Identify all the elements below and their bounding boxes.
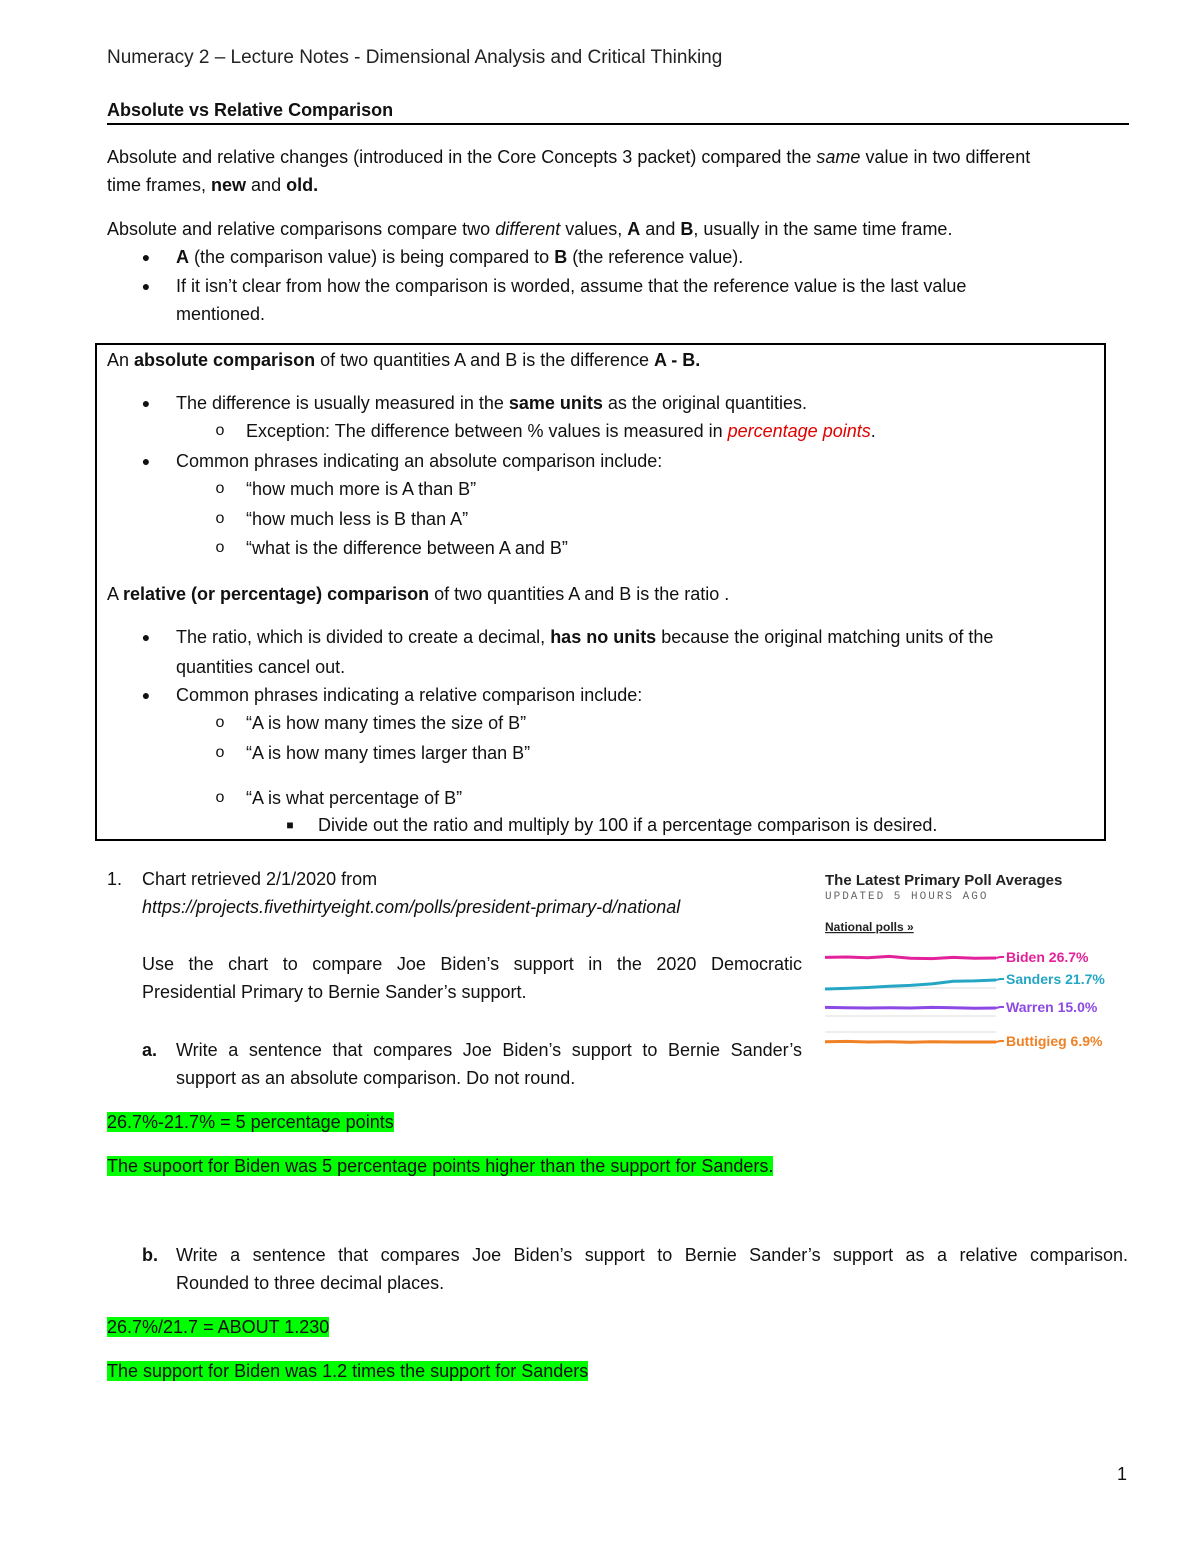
absolute-phrase (212, 475, 1092, 503)
relative-bullet-2 (138, 681, 1098, 709)
section-title: Absolute vs Relative Comparison (107, 100, 394, 120)
text: “A is how many times larger than B” (246, 743, 531, 763)
series-leader-0 (996, 957, 1004, 958)
highlighted-text: The supoort for Biden was 5 percentage points higher than the support for Sanders. (107, 1156, 774, 1176)
text: Divide out the ratio and multiply by 100 if a percentage comparison is desired. (318, 815, 938, 835)
text: . (870, 421, 876, 441)
text: A (107, 584, 124, 604)
highlighted-text: The support for Biden was 1.2 times the support for Sanders (107, 1361, 589, 1381)
answer-b-calculation (107, 1313, 329, 1341)
bold-same-units: same units (508, 393, 603, 413)
text: mentioned. (176, 304, 266, 324)
series-line-2 (825, 1007, 996, 1008)
absolute-phrase (212, 534, 1092, 562)
answer-a-sentence (107, 1152, 773, 1180)
text: The difference is usually measured in the (176, 393, 509, 413)
text: “how much less is B than A” (246, 509, 469, 529)
emphasis-different: different (495, 219, 561, 239)
text: (the reference value). (567, 247, 744, 267)
bold-b: B (680, 219, 694, 239)
text: values, (560, 219, 628, 239)
text: time frames, (107, 175, 212, 195)
part-b-label: b. (142, 1245, 158, 1265)
bold-old: old (286, 175, 314, 195)
absolute-bullet-1 (138, 389, 1098, 417)
bold-new: new (211, 175, 247, 195)
bullet-icon: ● (141, 278, 151, 294)
series-leader-3 (996, 1041, 1004, 1042)
text: as the original quantities. (602, 393, 808, 413)
bold-absolute-comparison: absolute comparison (134, 350, 316, 370)
absolute-definition (107, 346, 700, 374)
chart-title: The Latest Primary Poll Averages (825, 872, 1063, 889)
question-prompt-line-2: Presidential Primary to Bernie Sander’s support. (142, 982, 527, 1002)
text: because the original matching units of the (656, 627, 994, 647)
text: Write a sentence that compares Joe Biden’s support to Bernie Sander’s support as a relative comparison. (176, 1245, 1128, 1265)
relative-phrase (212, 784, 1092, 812)
circle-bullet-icon: o (215, 744, 225, 761)
intro-bullet-2 (138, 272, 1128, 328)
text: “what is the difference between A and B” (246, 538, 568, 558)
relative-phrase (212, 709, 1092, 737)
intro-paragraph-1 (107, 143, 1127, 199)
circle-bullet-icon: o (215, 789, 225, 806)
part-a-prompt (176, 1036, 802, 1092)
red-percentage-points: percentage points (727, 421, 871, 441)
page-number: 1 (1117, 1464, 1128, 1484)
text: value in two different (860, 147, 1031, 167)
text: Rounded to three decimal places. (176, 1273, 445, 1293)
bold-formula: A - B. (653, 350, 701, 370)
absolute-bullet-2 (138, 447, 1098, 475)
absolute-sub-exception (212, 417, 1092, 445)
chart-subtitle: UPDATED 5 HOURS AGO (825, 891, 989, 903)
intro-paragraph-2 (107, 215, 1127, 243)
bold-relative-comparison: relative (or percentage) comparison (123, 584, 430, 604)
absolute-phrase (212, 505, 1092, 533)
relative-phrase (212, 739, 1092, 767)
bold-a: A (627, 219, 641, 239)
highlighted-text: 26.7%/21.7 = ABOUT 1.230 (107, 1317, 330, 1337)
intro-bullet-1 (138, 243, 1128, 271)
text: Common phrases indicating an absolute comparison include: (176, 451, 663, 471)
series-line-3 (825, 1041, 996, 1042)
text: and (640, 219, 681, 239)
text: The ratio, which is divided to create a decimal, (176, 627, 551, 647)
bold-b: B (554, 247, 568, 267)
text: An (107, 350, 135, 370)
square-bullet-icon: ■ (286, 818, 294, 832)
text: , usually in the same time frame. (693, 219, 953, 239)
part-b-prompt (176, 1241, 1128, 1297)
text: quantities cancel out. (176, 657, 346, 677)
title-rule (107, 123, 1129, 125)
text: Absolute and relative changes (introduced in the Core Concepts 3 packet) compared the (107, 147, 817, 167)
circle-bullet-icon: o (215, 510, 225, 527)
text: Write a sentence that compares Joe Biden’s support to Bernie Sander’s (176, 1040, 802, 1060)
text: of two quantities A and B is the difference (315, 350, 654, 370)
poll-averages-chart (820, 866, 1130, 1062)
highlighted-text: 26.7%-21.7% = 5 percentage points (107, 1112, 394, 1132)
bullet-icon: ● (141, 629, 151, 645)
question-number: 1. (107, 869, 123, 889)
bold-a: A (176, 247, 189, 267)
series-leader-2 (996, 1007, 1004, 1008)
series-label-0: Biden 26.7% (1006, 949, 1089, 965)
source-url[interactable]: https://projects.fivethirtyeight.com/polls/president-primary-d/national (142, 897, 681, 917)
text: (the comparison value) is being compared to (189, 247, 555, 267)
text: of two quantities A and B is the ratio . (429, 584, 730, 604)
relative-subsub (284, 811, 1094, 839)
series-leader-1 (996, 979, 1004, 980)
series-line-0 (825, 956, 996, 958)
national-polls-link[interactable]: National polls » (825, 920, 914, 934)
text: “A is what percentage of B” (246, 788, 463, 808)
text: and (246, 175, 287, 195)
text: “how much more is A than B” (246, 479, 477, 499)
text: . (313, 175, 319, 195)
text: support as an absolute comparison. Do not round. (176, 1068, 576, 1088)
question-prompt-line-1: Use the chart to compare Joe Biden’s support in the 2020 Democratic (142, 954, 802, 974)
answer-a-calculation (107, 1108, 394, 1136)
bold-has-no-units: has no units (550, 627, 657, 647)
circle-bullet-icon: o (215, 422, 225, 439)
relative-definition (107, 580, 729, 608)
circle-bullet-icon: o (215, 539, 225, 556)
series-layer (825, 949, 1105, 1049)
bullet-icon: ● (141, 687, 151, 703)
circle-bullet-icon: o (215, 714, 225, 731)
text: If it isn’t clear from how the comparison is worded, assume that the reference value is the last value (176, 276, 967, 296)
series-label-3: Buttigieg 6.9% (1006, 1033, 1103, 1049)
relative-bullet-1 (138, 623, 1098, 681)
circle-bullet-icon: o (215, 480, 225, 497)
bullet-icon: ● (141, 453, 151, 469)
text: Absolute and relative comparisons compare two (107, 219, 496, 239)
bullet-icon: ● (141, 249, 151, 265)
series-label-2: Warren 15.0% (1006, 999, 1098, 1015)
text: “A is how many times the size of B” (246, 713, 527, 733)
text: Exception: The difference between % values is measured in (246, 421, 728, 441)
answer-b-sentence (107, 1357, 588, 1385)
series-label-1: Sanders 21.7% (1006, 971, 1105, 987)
document-header: Numeracy 2 – Lecture Notes - Dimensional Analysis and Critical Thinking (107, 47, 723, 68)
bullet-icon: ● (141, 395, 151, 411)
chart-retrieved-text: Chart retrieved 2/1/2020 from (142, 869, 378, 889)
emphasis-same: same (816, 147, 861, 167)
part-a-label: a. (142, 1040, 158, 1060)
text: Common phrases indicating a relative comparison include: (176, 685, 643, 705)
